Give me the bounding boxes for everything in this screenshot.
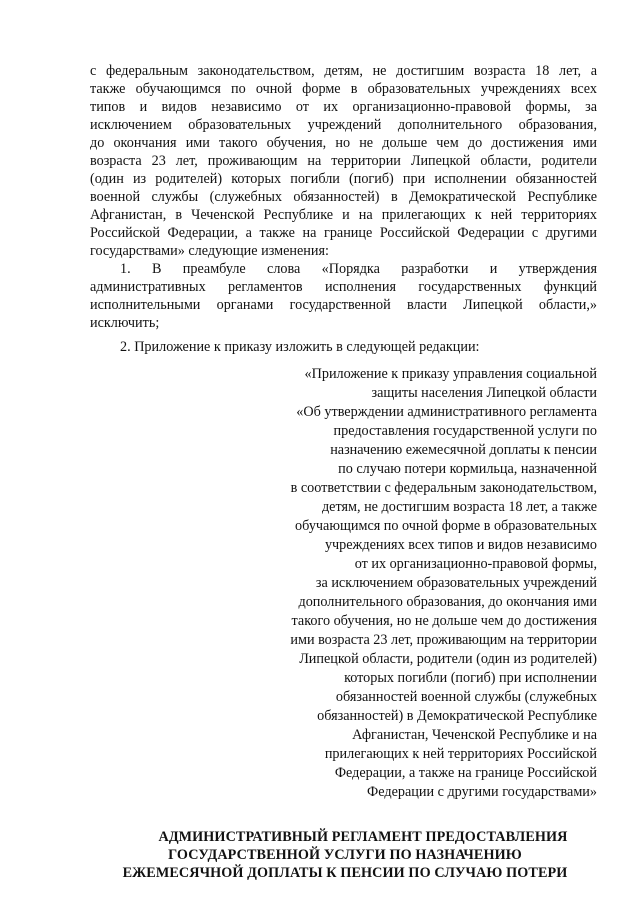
appendix-line: прилегающих к ней территориях Российской — [324, 746, 597, 762]
paragraph-line: исключением образовательных учреждений дополнительного образования, — [90, 117, 597, 133]
appendix-line: обязанностей) в Демократической Республике — [317, 708, 597, 724]
appendix-line: Липецкой области, родители (один из родителей) — [299, 651, 597, 667]
list-item-line: исключить; — [90, 315, 160, 331]
paragraph-line: типов и видов независимо от их организационно-правовой формы, за — [90, 99, 597, 115]
appendix-line: «Приложение к приказу управления социальной — [304, 366, 597, 382]
paragraph-line: (один из родителей) которых погибли (погиб) при исполнении обязанностей — [90, 171, 597, 187]
list-item-line: административных регламентов исполнения государственных функций — [90, 279, 597, 295]
appendix-line: учреждениях всех типов и видов независимо — [324, 537, 597, 553]
appendix-line: обучающимся по очной форме в образовательных — [295, 518, 597, 534]
paragraph-line: возраста 23 лет, проживающим на территории Липецкой области, родители — [90, 153, 597, 169]
paragraph-line: также обучающимся по очной форме в образовательных учреждениях всех — [90, 81, 597, 97]
appendix-line: назначению ежемесячной доплаты к пенсии — [330, 442, 597, 458]
list-item-line: 1. В преамбуле слова «Порядка разработки и утверждения — [120, 261, 597, 277]
appendix-line: «Об утверждении административного регламента — [296, 404, 597, 420]
appendix-line: Федерации, а также на границе Российской — [334, 765, 597, 781]
paragraph-line: до окончания ими такого обучения, но не дольше чем до достижения ими — [90, 135, 597, 151]
appendix-line: предоставления государственной услуги по — [333, 423, 597, 439]
appendix-line: Афганистан, Чеченской Республике и на — [352, 727, 597, 743]
list-item-2: 2. Приложение к приказу изложить в следующей редакции: — [120, 339, 480, 355]
appendix-line: ими возраста 23 лет, проживающим на территории — [290, 632, 597, 648]
heading-line: ЕЖЕМЕСЯЧНОЙ ДОПЛАТЫ К ПЕНСИИ ПО СЛУЧАЮ ПОТЕРИ — [122, 865, 568, 881]
paragraph-line: Афганистан, в Чеченской Республике и на прилегающих к ней территориях — [90, 207, 597, 223]
appendix-line: обязанностей военной службы (служебных — [335, 689, 597, 705]
appendix-line: которых погибли (погиб) при исполнении — [344, 670, 597, 686]
heading-line: ГОСУДАРСТВЕННОЙ УСЛУГИ ПО НАЗНАЧЕНИЮ — [168, 847, 522, 863]
appendix-line: детям, не достигшим возраста 18 лет, а также — [321, 499, 597, 515]
paragraph-line: с федеральным законодательством, детям, не достигшим возраста 18 лет, а — [90, 63, 597, 79]
paragraph-line: государствами» следующие изменения: — [90, 243, 329, 259]
appendix-line: по случаю потери кормильца, назначенной — [338, 461, 597, 477]
appendix-line: от их организационно-правовой формы, — [354, 556, 597, 572]
appendix-line: защиты населения Липецкой области — [371, 385, 597, 401]
appendix-line: такого обучения, но не дольше чем до достижения — [291, 613, 597, 629]
heading-line: АДМИНИСТРАТИВНЫЙ РЕГЛАМЕНТ ПРЕДОСТАВЛЕНИЯ — [158, 829, 568, 845]
appendix-line: за исключением образовательных учреждений — [315, 575, 597, 591]
paragraph-line: Российской Федерации, а также на границе Российской Федерации с другими — [90, 225, 597, 241]
appendix-line: в соответствии с федеральным законодательством, — [290, 480, 597, 496]
appendix-line: дополнительного образования, до окончания ими — [298, 594, 597, 610]
appendix-line: Федерации с другими государствами» — [367, 784, 597, 800]
list-item-line: исполнительными органами государственной власти Липецкой области,» — [90, 297, 597, 313]
paragraph-line: военной службы (служебных обязанностей) в Демократической Республике — [90, 189, 597, 205]
